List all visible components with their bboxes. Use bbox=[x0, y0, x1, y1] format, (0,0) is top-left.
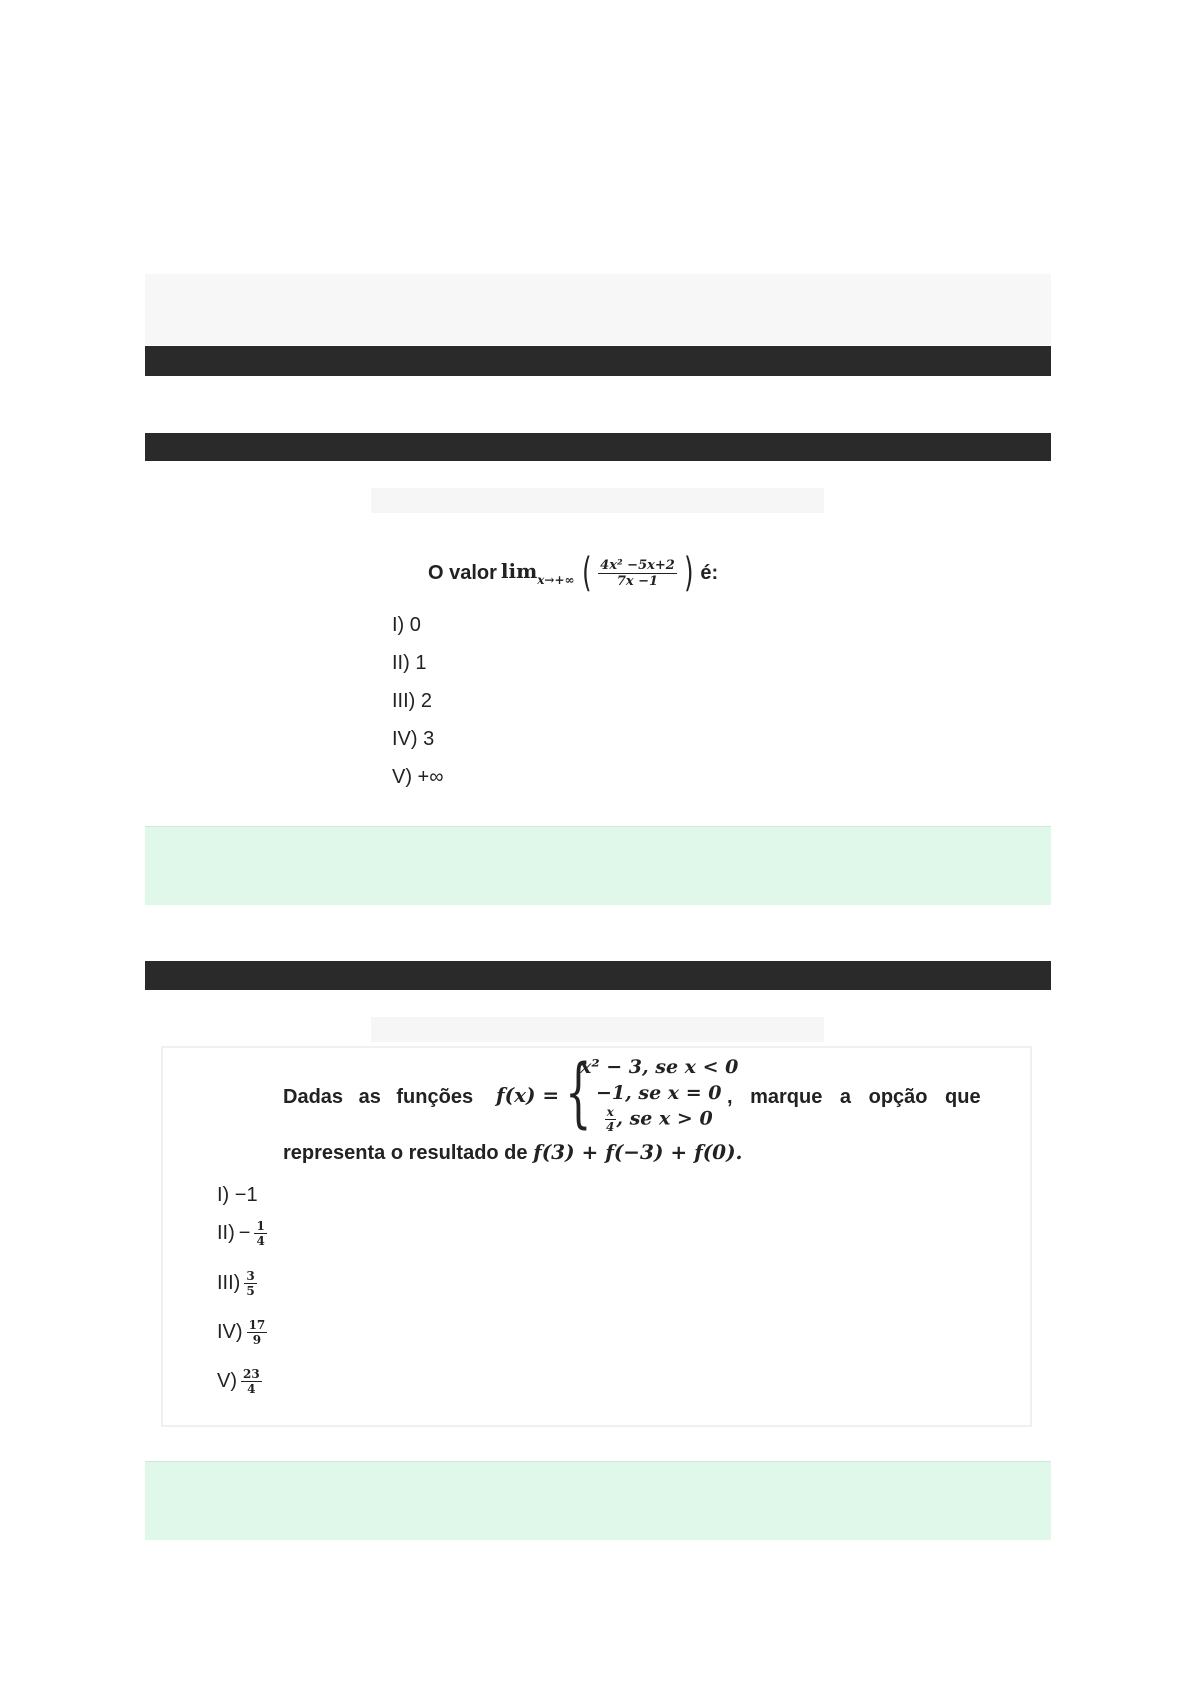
question1-answer-panel bbox=[145, 826, 1051, 905]
q2-fx: f(x) = bbox=[496, 1083, 560, 1107]
header-panel bbox=[145, 274, 1051, 345]
q1-stem-suffix: é: bbox=[700, 561, 719, 584]
q2-case-3: $\frac{x}{4}$ , se x > 0 bbox=[606, 1105, 713, 1134]
q1-fraction bbox=[598, 559, 677, 588]
q2-option-2-frac: $\frac{1}{4}$ bbox=[256, 1219, 265, 1248]
q1-numerator: 4x² −5x+2 bbox=[600, 557, 675, 573]
q1-option-2: II) 1 bbox=[392, 652, 427, 674]
q1-option-1: I) 0 bbox=[392, 614, 421, 636]
q2-case3-frac: $\frac{x}{4}$ bbox=[606, 1105, 615, 1134]
q2-case-2: −1, se x = 0 bbox=[596, 1082, 722, 1104]
q2-tail: , marque a opção que bbox=[727, 1086, 981, 1108]
question1-stem bbox=[428, 550, 719, 596]
q2-option-5-frac: $\frac{23}{4}$ bbox=[243, 1367, 260, 1396]
q1-stem-prefix: O valor bbox=[428, 561, 497, 584]
question2-placeholder bbox=[371, 1017, 824, 1042]
q2-option-3: III) $\frac{3}{5}$ bbox=[217, 1269, 255, 1298]
q1-lim bbox=[501, 559, 575, 587]
q2-line2 bbox=[283, 1140, 743, 1165]
q2-line2-text: representa o resultado de bbox=[283, 1142, 528, 1164]
q2-option-2: II) − $\frac{1}{4}$ bbox=[217, 1219, 265, 1248]
dark-bar-1 bbox=[145, 346, 1051, 376]
q2-option-3-frac: $\frac{3}{5}$ bbox=[246, 1269, 255, 1298]
q1-close-paren: ) bbox=[683, 550, 694, 596]
q2-lead: Dadas as funções bbox=[283, 1086, 474, 1108]
q1-denominator: 7x −1 bbox=[616, 573, 659, 589]
q1-lim-word: lim bbox=[500, 559, 538, 583]
q2-option-4-frac: $\frac{17}{9}$ bbox=[248, 1318, 266, 1347]
q2-option-5: V) $\frac{23}{4}$ bbox=[217, 1367, 260, 1396]
q1-option-4: IV) 3 bbox=[392, 728, 435, 750]
question2-answer-panel bbox=[145, 1461, 1051, 1540]
question1-header-bar bbox=[145, 433, 1051, 461]
q1-option-3: III) 2 bbox=[392, 690, 433, 712]
question2-header-bar bbox=[145, 961, 1051, 990]
q1-open-paren: ( bbox=[581, 550, 592, 596]
q1-option-5: V) +∞ bbox=[392, 766, 444, 788]
q2-option-1: I) −1 bbox=[217, 1184, 258, 1206]
q2-option-4: IV) $\frac{17}{9}$ bbox=[217, 1318, 266, 1347]
q2-line2-expr: f(3) + f(−3) + f(0). bbox=[533, 1140, 743, 1164]
question1-placeholder bbox=[371, 488, 824, 513]
q2-brace: { bbox=[565, 1047, 592, 1136]
q2-case-1: x² − 3, se x < 0 bbox=[580, 1056, 739, 1078]
q1-lim-sub: x→+∞ bbox=[537, 573, 575, 587]
